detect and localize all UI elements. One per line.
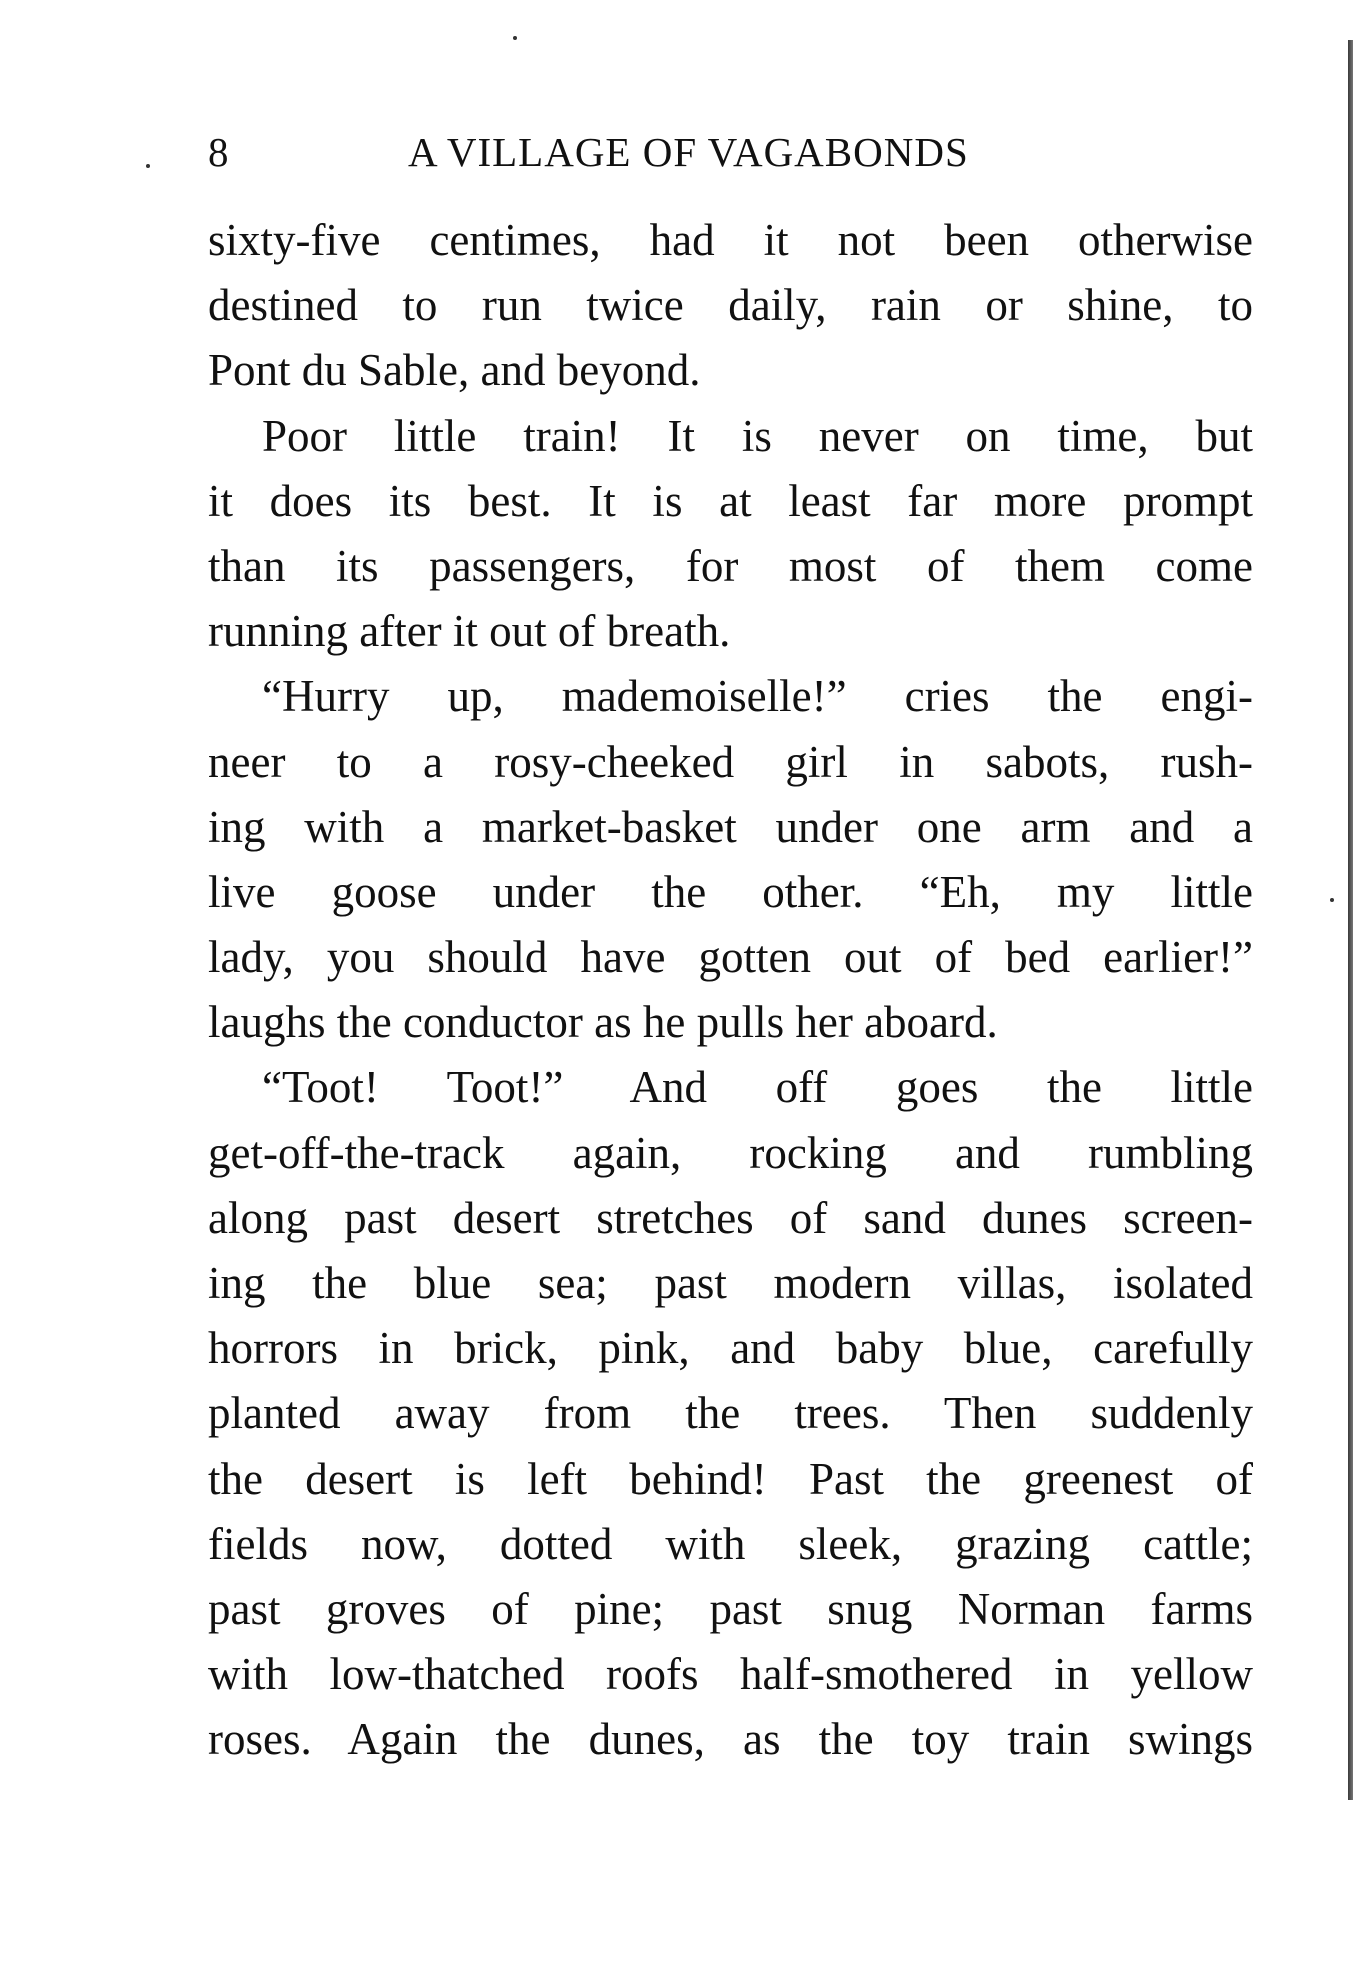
running-title: A VILLAGE OF VAGABONDS: [408, 129, 969, 175]
text-line: get-off-the-track again, rocking and rumbling: [208, 1127, 1253, 1178]
text-line: “Toot! Toot!” And off goes the little: [262, 1062, 1253, 1113]
text-line: lady, you should have gotten out of bed earlier!”: [208, 932, 1253, 983]
text-line: destined to run twice daily, rain or shine, to: [208, 280, 1253, 331]
text-line: neer to a rosy-cheeked girl in sabots, rush-: [208, 736, 1253, 787]
text-line: live goose under the other. “Eh, my little: [208, 866, 1253, 917]
text-line: fields now, dotted with sleek, grazing cattle;: [208, 1518, 1253, 1569]
text-line: Pont du Sable, and beyond.: [208, 345, 701, 396]
text-line: than its passengers, for most of them come: [208, 540, 1253, 591]
ink-speck: [146, 164, 150, 168]
text-line: past groves of pine; past snug Norman farms: [208, 1583, 1253, 1634]
text-line: the desert is left behind! Past the greenest of: [208, 1453, 1253, 1504]
text-line: it does its best. It is at least far more prompt: [208, 475, 1253, 526]
text-line: ing with a market-basket under one arm and a: [208, 801, 1253, 852]
text-line: Poor little train! It is never on time, but: [262, 410, 1253, 461]
text-line: sixty-five centimes, had it not been otherwise: [208, 215, 1253, 265]
text-line: horrors in brick, pink, and baby blue, carefully: [208, 1323, 1253, 1374]
text-line: with low-thatched roofs half-smothered in yellow: [208, 1649, 1253, 1700]
ink-speck: [513, 36, 517, 40]
text-line: roses. Again the dunes, as the toy train swings: [208, 1714, 1253, 1765]
text-line: planted away from the trees. Then suddenly: [208, 1388, 1253, 1439]
text-line: running after it out of breath.: [208, 606, 731, 657]
page-header: [208, 128, 1058, 188]
body-text: [208, 208, 1253, 1773]
page-number: 8: [208, 129, 230, 175]
text-line: “Hurry up, mademoiselle!” cries the engi-: [262, 671, 1253, 722]
text-line: ing the blue sea; past modern villas, isolated: [208, 1258, 1253, 1308]
text-line: laughs the conductor as he pulls her aboard.: [208, 997, 998, 1048]
ink-speck: [1330, 898, 1334, 902]
page-edge-shadow: [1348, 40, 1353, 1800]
text-line: along past desert stretches of sand dunes screen-: [208, 1192, 1253, 1243]
